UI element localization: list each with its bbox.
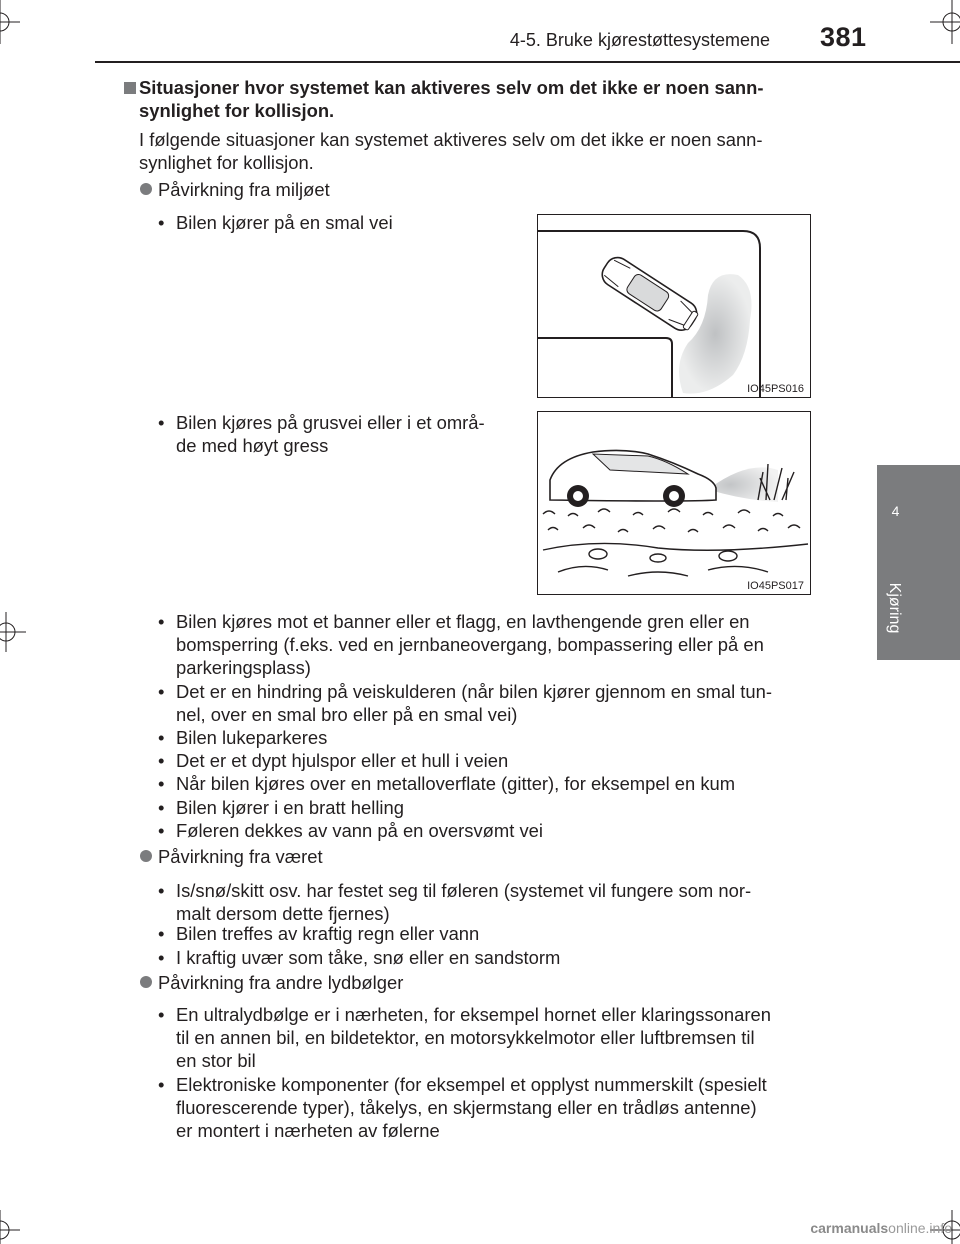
chapter-number: 4 [891, 503, 900, 519]
chapter-title [881, 568, 907, 648]
weather-bullet-icon [140, 850, 152, 862]
list-item-line: Når bilen kjøres over en metalloverflate (gitter), for eksempel en kum [176, 773, 736, 794]
bullet-dot: • [158, 797, 165, 818]
section-square-icon [124, 82, 136, 94]
section-intro-line2: synlighet for kollisjon. [139, 152, 314, 173]
list-item-line: Bilen lukeparkeres [176, 727, 328, 748]
page-number: 381 [820, 22, 867, 52]
bullet-dot: • [158, 412, 165, 433]
sound-bullet-icon [140, 976, 152, 988]
bullet-dot: • [158, 820, 165, 841]
list-item-line: til en annen bil, en bildetektor, en motorsykkelmotor eller luftbremsen til [176, 1027, 755, 1048]
watermark-prefix: carmanuals [810, 1220, 889, 1236]
weather-heading: Påvirkning fra været [158, 846, 323, 867]
bullet-dot: • [158, 1004, 165, 1025]
narrow-road-illustration [538, 215, 811, 398]
list-item-line: en stor bil [176, 1050, 256, 1071]
list-item-line: Elektroniske komponenter (for eksempel et opplyst nummerskilt (spesielt [176, 1074, 767, 1095]
watermark [810, 1220, 952, 1236]
gravel-road-figure [537, 411, 811, 595]
list-item-line: Føleren dekkes av vann på en oversvømt vei [176, 820, 543, 841]
bullet-dot: • [158, 1074, 165, 1095]
bullet-dot: • [158, 212, 165, 233]
list-item-line: Det er et dypt hjulspor eller et hull i veien [176, 750, 509, 771]
list-item-line: Is/snø/skitt osv. har festet seg til føleren (systemet vil fungere som nor- [176, 880, 752, 901]
bullet-dot: • [158, 947, 165, 968]
watermark-suffix: online.info [888, 1220, 952, 1236]
list-item-line: er montert i nærheten av følerne [176, 1120, 440, 1141]
bullet-dot: • [158, 681, 165, 702]
section-heading-line2: synlighet for kollisjon. [139, 100, 335, 121]
fig2-code: IO45PS017 [747, 580, 804, 592]
narrow-road-figure [537, 214, 811, 398]
list-item-line: Bilen kjører i en bratt helling [176, 797, 404, 818]
list-item-line: I kraftig uvær som tåke, snø eller en sandstorm [176, 947, 561, 968]
bullet-dot: • [158, 773, 165, 794]
list-item-line: En ultralydbølge er i nærheten, for eksempel hornet eller klaringssonaren [176, 1004, 771, 1025]
list-item-line: Det er en hindring på veiskulderen (når bilen kjører gjennom en smal tun- [176, 681, 772, 702]
gravel-road-illustration [538, 412, 811, 595]
bullet-dot: • [158, 880, 165, 901]
fig2-item-line1: Bilen kjøres på grusvei eller i et områ- [176, 412, 485, 433]
bullet-dot: • [158, 611, 165, 632]
environment-bullet-icon [140, 183, 152, 195]
list-item-line: malt dersom dette fjernes) [176, 903, 390, 924]
list-item-line: Bilen kjøres mot et banner eller et flagg, en lavthengende gren eller en [176, 611, 750, 632]
list-item-line: fluorescerende typer), tåkelys, en skjermstang eller en trådløs antenne) [176, 1097, 757, 1118]
bullet-dot: • [158, 727, 165, 748]
fig1-item: Bilen kjører på en smal vei [176, 212, 393, 233]
sound-heading: Påvirkning fra andre lydbølger [158, 972, 404, 993]
section-header: 4-5. Bruke kjørestøttesystemene [509, 30, 770, 50]
header-divider [95, 61, 960, 63]
list-item-line: nel, over en smal bro eller på en smal vei) [176, 704, 518, 725]
list-item-line: Bilen treffes av kraftig regn eller vann [176, 923, 480, 944]
environment-heading: Påvirkning fra miljøet [158, 179, 330, 200]
section-heading-line1: Situasjoner hvor systemet kan aktiveres selv om det ikke er noen sann- [139, 77, 764, 98]
list-item-line: bomsperring (f.eks. ved en jernbaneovergang, bompassering eller på en [176, 634, 764, 655]
section-intro-line1: I følgende situasjoner kan systemet aktiveres selv om det ikke er noen sann- [139, 129, 763, 150]
fig1-code: IO45PS016 [747, 383, 804, 395]
list-item-line: parkeringsplass) [176, 657, 311, 678]
fig2-item-line2: de med høyt gress [176, 435, 329, 456]
bullet-dot: • [158, 750, 165, 771]
bullet-dot: • [158, 923, 165, 944]
chapter-title-text: Kjøring [886, 582, 903, 634]
